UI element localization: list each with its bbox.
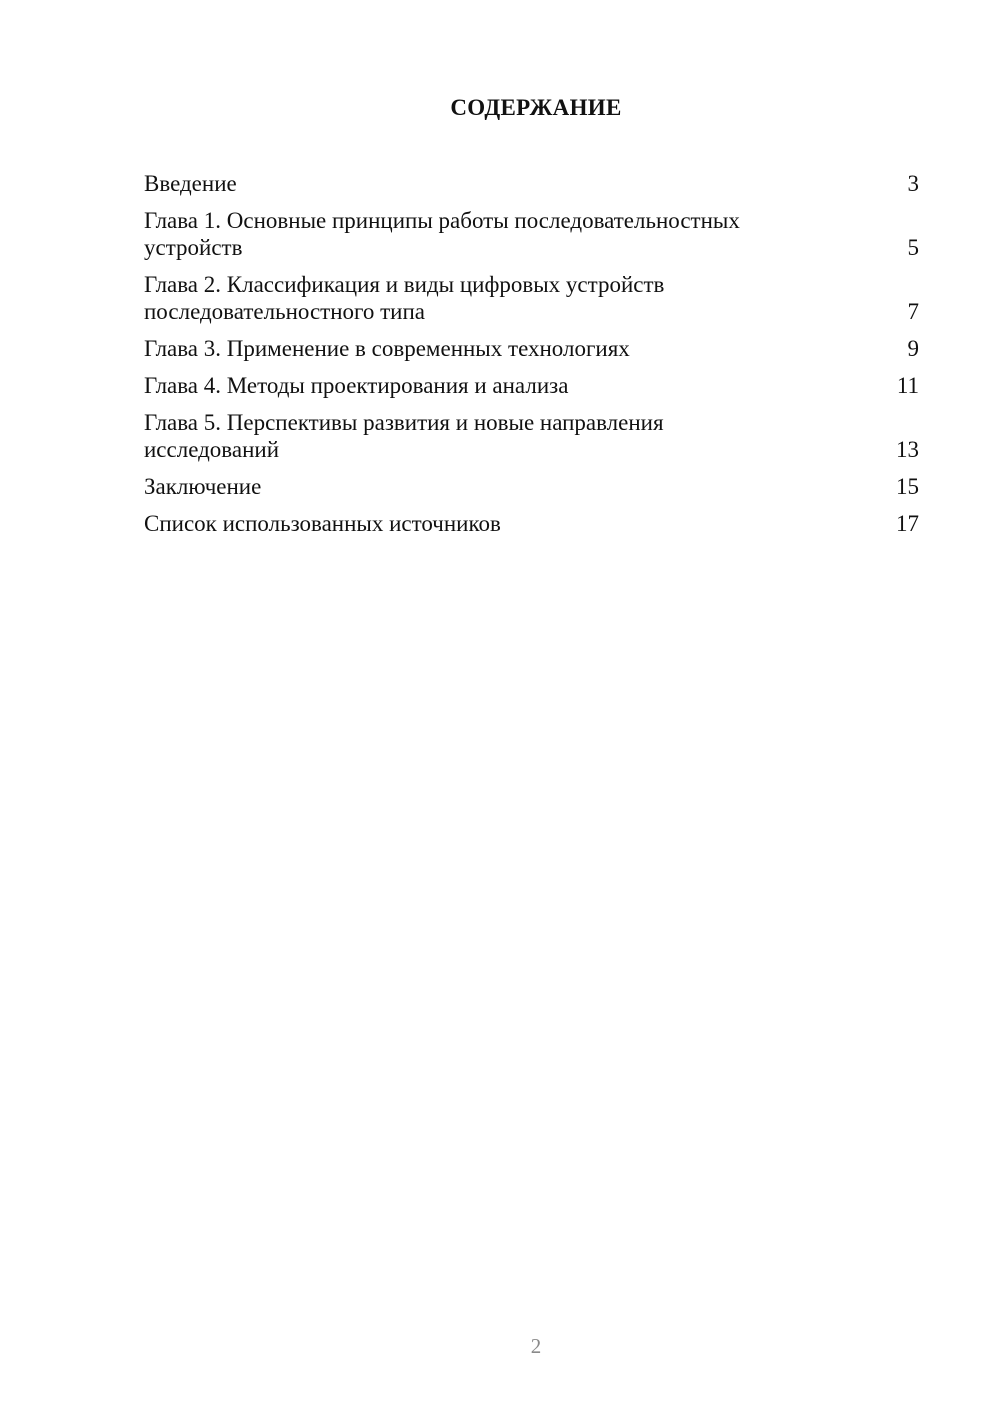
toc-entry-page: 5: [907, 235, 919, 260]
toc-entry-text: Введение: [144, 171, 237, 196]
toc-entry-text: Глава 1. Основные принципы работы последовательностных устройств: [144, 208, 740, 260]
toc-entry[interactable]: [144, 271, 919, 325]
toc-entry[interactable]: [144, 510, 919, 537]
toc-entry-text: Глава 5. Перспективы развития и новые направления исследований: [144, 410, 664, 462]
toc-entry-page: 17: [896, 511, 919, 536]
toc-entry[interactable]: [144, 207, 919, 261]
toc-entry-page: 13: [896, 437, 919, 462]
toc-entry-page: 9: [907, 336, 919, 361]
toc-entry[interactable]: [144, 473, 919, 500]
toc-entry-page: 15: [896, 474, 919, 499]
toc-entry-text: Глава 3. Применение в современных технологиях: [144, 336, 630, 361]
toc-entry-text: Заключение: [144, 474, 262, 499]
toc-entry-page: 11: [896, 373, 919, 398]
toc-entry-text: Глава 4. Методы проектирования и анализа: [144, 373, 569, 398]
toc-entry-text: Глава 2. Классификация и виды цифровых устройств последовательностного типа: [144, 272, 665, 324]
toc-entry-text: Список использованных источников: [144, 511, 501, 536]
table-of-contents: [144, 170, 919, 547]
toc-entry[interactable]: [144, 372, 919, 399]
toc-entry[interactable]: [144, 170, 919, 197]
page-number: 2: [530, 1334, 542, 1358]
toc-entry[interactable]: [144, 335, 919, 362]
toc-entry[interactable]: [144, 409, 919, 463]
page-title: СОДЕРЖАНИЕ: [450, 95, 622, 120]
toc-entry-page: 3: [907, 171, 919, 196]
toc-entry-page: 7: [907, 299, 919, 324]
